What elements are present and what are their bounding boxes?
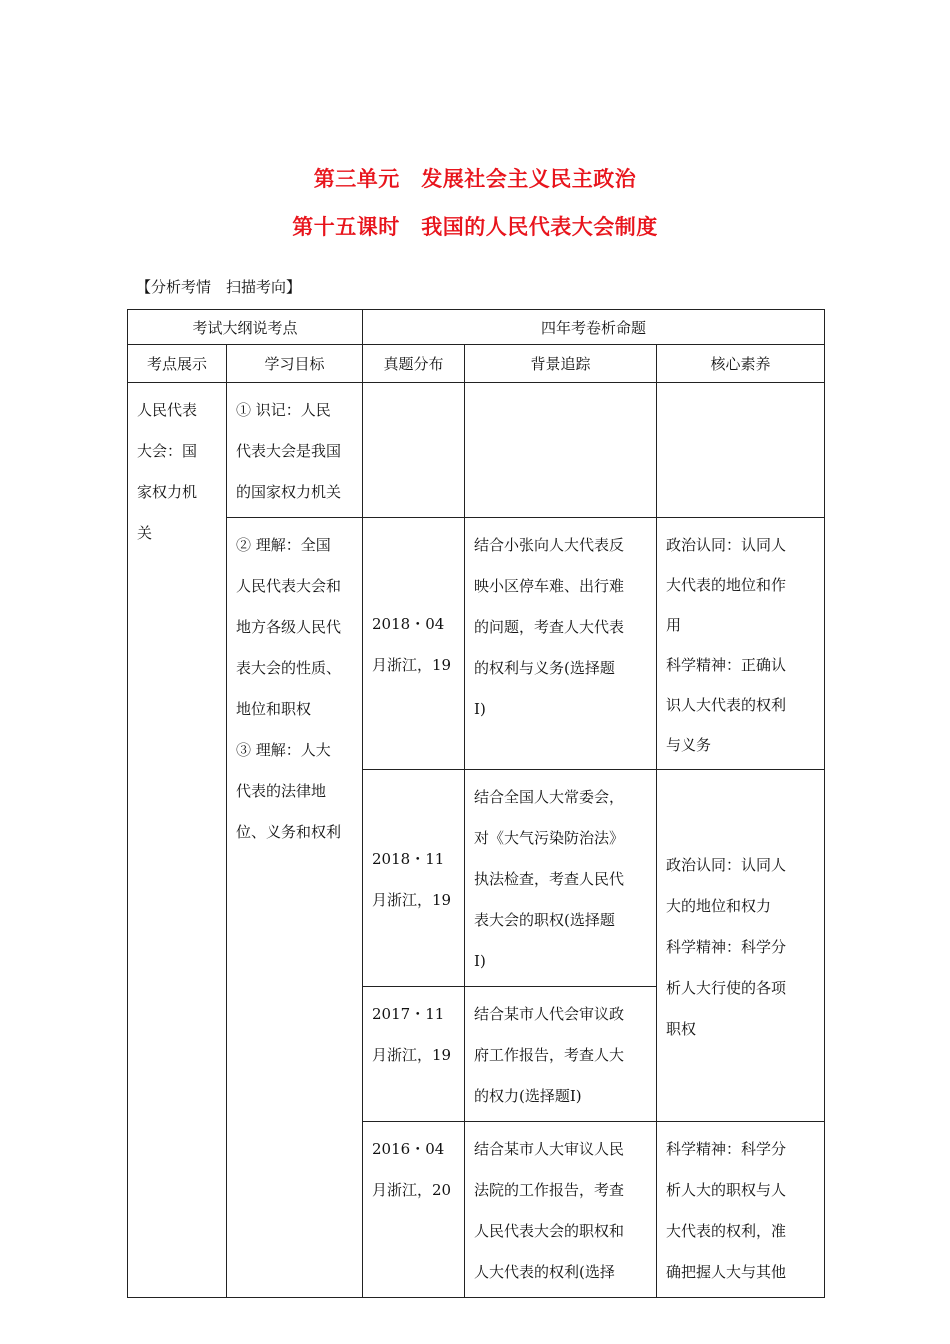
- background-cell-2: [465, 770, 657, 987]
- column-header-point: 考点展示: [128, 345, 227, 383]
- background-cell-empty: [465, 383, 657, 518]
- exam-analysis-table: [127, 309, 825, 1298]
- section-label: 【分析考情 扫描考向】: [136, 278, 302, 296]
- background-text-2: 结合全国人大常委会， 对《大气污染防治法》 执法检查，考查人民代 表大会的职权(选择题 Ⅰ): [474, 788, 625, 970]
- source-cell-empty: [363, 383, 465, 518]
- header-exam-analysis: 四年考卷析命题: [363, 310, 825, 345]
- literacy-cell-empty: [657, 383, 825, 518]
- background-text-3: 结合某市人代会审议政 府工作报告，考查人大 的权力(选择题Ⅰ): [474, 1005, 625, 1105]
- header-exam-outline: 考试大纲说考点: [128, 310, 363, 345]
- background-text-4: 结合某市人大审议人民 法院的工作报告，考查 人民代表大会的职权和 人大代表的权利(选择: [474, 1140, 625, 1281]
- source-cell-2: [363, 770, 465, 987]
- source-text-2: 2018・11 月浙江，19: [372, 849, 452, 909]
- background-cell-3: [465, 987, 657, 1122]
- column-header-source: 真题分布: [363, 345, 465, 383]
- column-header-background: 背景追踪: [465, 345, 657, 383]
- goal-text-2: ② 理解：全国 人民代表大会和 地方各级人民代 表大会的性质、 地位和职权 ③ 理解：人大 代表的法律地 位、义务和权利: [236, 536, 342, 841]
- literacy-cell-1: [657, 518, 825, 770]
- goal-cell-2: [227, 518, 363, 1298]
- source-cell-3: [363, 987, 465, 1122]
- literacy-text-4: 科学精神：科学分 析人大的职权与人 大代表的权利，准 确把握人大与其他: [666, 1140, 787, 1281]
- literacy-cell-4: [657, 1122, 825, 1298]
- background-text-1: 结合小张向人大代表反 映小区停车难、出行难 的问题，考查人大代表 的权利与义务(选择题 Ⅰ): [474, 536, 625, 718]
- source-text-1: 2018・04 月浙江，19: [372, 615, 452, 674]
- background-cell-4: [465, 1122, 657, 1298]
- source-text-3: 2017・11 月浙江，19: [372, 1005, 452, 1064]
- unit-title: 第三单元 发展社会主义民主政治: [313, 167, 637, 191]
- goal-cell-1: [227, 383, 363, 518]
- literacy-cell-2: [657, 770, 825, 1122]
- lesson-title: 第十五课时 我国的人民代表大会制度: [292, 215, 658, 239]
- goal-text-1: ① 识记：人民 代表大会是我国 的国家权力机关: [236, 401, 342, 501]
- background-cell-1: [465, 518, 657, 770]
- literacy-text-2: 政治认同：认同人 大的地位和权力 科学精神：科学分 析人大行使的各项 职权: [666, 855, 787, 1038]
- column-header-goal: 学习目标: [227, 345, 363, 383]
- source-text-4: 2016・04 月浙江，20: [372, 1140, 452, 1199]
- source-cell-4: [363, 1122, 465, 1298]
- source-cell-1: [363, 518, 465, 770]
- exam-point-cell: [128, 383, 227, 1298]
- exam-point-text: 人民代表 大会：国 家权力机 关: [137, 401, 198, 542]
- column-header-literacy: 核心素养: [657, 345, 825, 383]
- literacy-text-1: 政治认同：认同人 大代表的地位和作 用 科学精神：正确认 识人大代表的权利 与义务: [666, 536, 787, 754]
